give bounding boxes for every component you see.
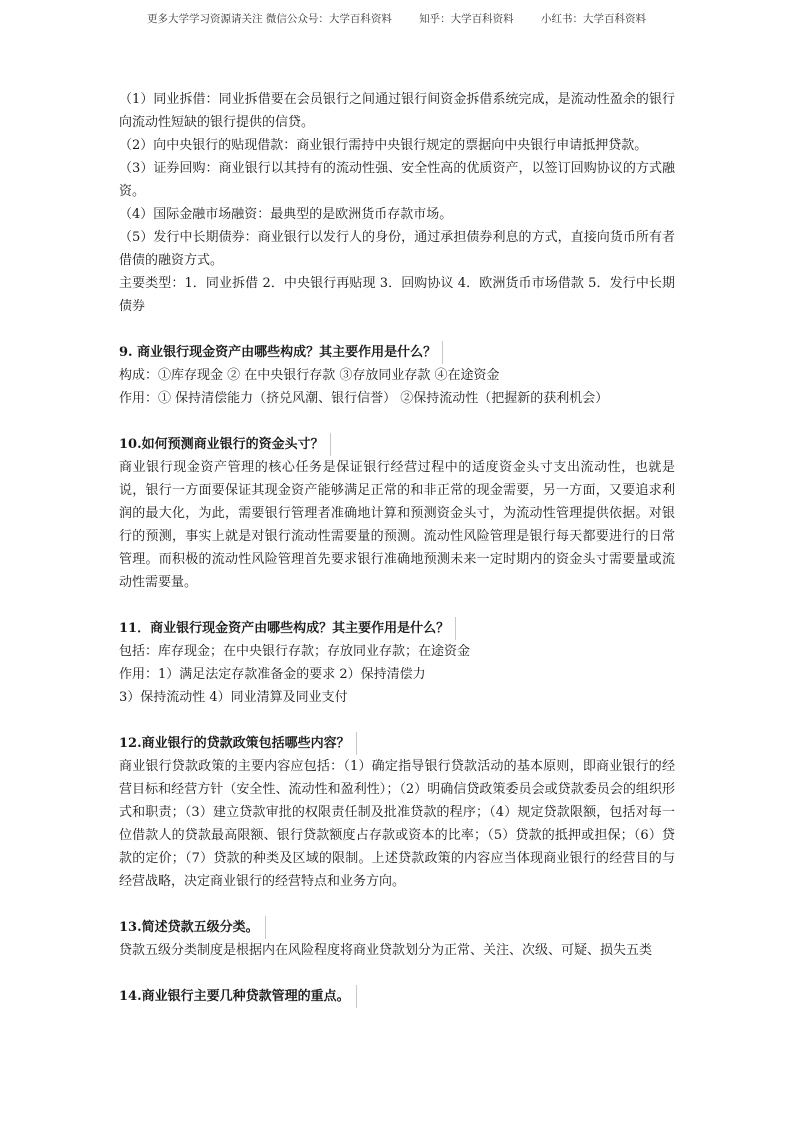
question-heading-13: 13.简述贷款五级分类。 <box>119 916 266 939</box>
question-heading-12: 12.商业银行的贷款政策包括哪些内容？ <box>119 732 357 755</box>
header-xiaohongshu-note: 小红书：大学百科资料 <box>541 13 647 25</box>
question-heading-9: 9. 商业银行现金资产由哪些构成？其主要作用是什么？ <box>119 341 443 364</box>
paragraph: 构成：①库存现金 ② 在中央银行存款 ③存放同业存款 ④在途资金 <box>119 368 500 383</box>
document-body <box>119 88 675 1008</box>
question-heading-11: 11．商业银行现金资产由哪些构成？其主要作用是什么？ <box>119 617 456 640</box>
paragraph: （2）向中央银行的贴现借款：商业银行需持中央银行规定的票据向中央银行申请抵押贷款。 <box>119 138 648 153</box>
paragraph: （5）发行中长期债券：商业银行以发行人的身份，通过承担债券利息的方式，直接向货币所有者借债的融资方式。 <box>119 230 675 268</box>
header-zhihu-note: 知乎：大学百科资料 <box>419 13 514 25</box>
paragraph: （3）证券回购：商业银行以其持有的流动性强、安全性高的优质资产，以签订回购协议的方式融资。 <box>119 161 675 199</box>
question-heading-14: 14.商业银行主要几种贷款管理的重点。 <box>119 985 357 1008</box>
paragraph: 商业银行贷款政策的主要内容应包括：（1）确定指导银行贷款活动的基本原则，即商业银行的经营目标和经营方针（安全性、流动性和盈利性）；（2）明确信贷政策委员会或贷款委员会的组织形式和职责；（3）建立贷款审批的权限责任制及批准贷款的程序；（4）规定贷款限额，包括对每一位借款人的贷款最高限额、银行贷款额度占存款或资本的比率；（5）贷款的抵押或担保；（6）贷款的定价；（7）贷款的种类及区域的限制。上述贷款政策的内容应当体现商业银行的经营目的与经营战略，决定商业银行的经营特点和业务方向。 <box>119 759 675 889</box>
paragraph: 3）保持流动性 4）同业清算及同业支付 <box>119 690 348 705</box>
page-header <box>0 11 793 26</box>
paragraph: 商业银行现金资产管理的核心任务是保证银行经营过程中的适度资金头寸支出流动性，也就是说，银行一方面要保证其现金资产能够满足正常的和非正常的现金需要，另一方面，又要追求利润的最大化，为此，需要银行管理者准确地计算和预测资金头寸，为流动性管理提供依据。对银行的预测，事实上就是对银行流动性需要量的预测。流动性风险管理是银行每天都要进行的日常管理。而积极的流动性风险管理首先要求银行准确地预测未来一定时期内的资金头寸需要量或流动性需要量。 <box>119 460 675 590</box>
paragraph: （1）同业拆借：同业拆借要在会员银行之间通过银行间资金拆借系统完成，是流动性盈余的银行向流动性短缺的银行提供的信贷。 <box>119 92 675 130</box>
paragraph: 包括：库存现金；在中央银行存款；存放同业存款；在途资金 <box>119 644 471 659</box>
paragraph: 主要类型：1．同业拆借 2．中央银行再贴现 3．回购协议 4．欧洲货币市场借款 5．发行中长期债券 <box>119 276 675 314</box>
paragraph: （4）国际金融市场融资：最典型的是欧洲货币存款市场。 <box>119 207 453 222</box>
paragraph: 作用：① 保持清偿能力（挤兑风潮、银行信誉） ②保持流动性（把握新的获利机会） <box>119 391 609 406</box>
header-wechat-note: 更多大学学习资源请关注 微信公众号：大学百科资料 <box>146 13 392 25</box>
question-heading-10: 10.如何预测商业银行的资金头寸？ <box>119 433 331 456</box>
paragraph: 贷款五级分类制度是根据内在风险程度将商业贷款划分为正常、关注、次级、可疑、损失五类 <box>119 943 653 958</box>
paragraph: 作用：1）满足法定存款准备金的要求 2）保持清偿力 <box>119 667 426 682</box>
